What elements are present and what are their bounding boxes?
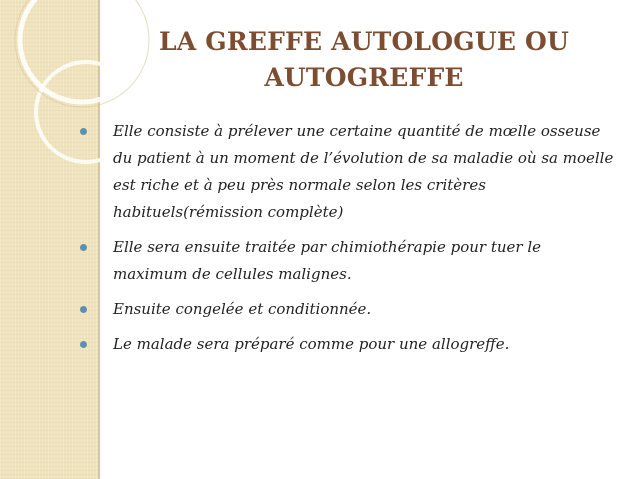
bullet-list [80,118,620,366]
bullet-item [80,296,620,323]
bullet-dot-icon [80,341,87,348]
slide-title-line-2: AUTOGREFFE [264,63,464,92]
bullet-dot-icon [80,306,87,313]
bullet-item [80,331,620,358]
bullet-dot-icon [80,128,87,135]
bullet-text: Elle sera ensuite traitée par chimiothérapie pour tuer le maximum de cellules malignes. [113,238,542,283]
bullet-text: Ensuite congelée et conditionnée. [113,300,372,318]
slide-title [100,24,628,96]
slide-title-line-1: LA GREFFE AUTOLOGUE OU [159,27,569,56]
bullet-item [80,234,620,288]
bullet-text: Elle consiste à prélever une certaine quantité de mœlle osseuse du patient à un moment de l’évolution de sa maladie où sa moelle est riche et à peu près normale selon les critères habituels(rémission complète) [113,122,614,221]
bullet-item [80,118,620,226]
bullet-dot-icon [80,244,87,251]
bullet-text: Le malade sera préparé comme pour une allogreffe. [113,335,510,353]
